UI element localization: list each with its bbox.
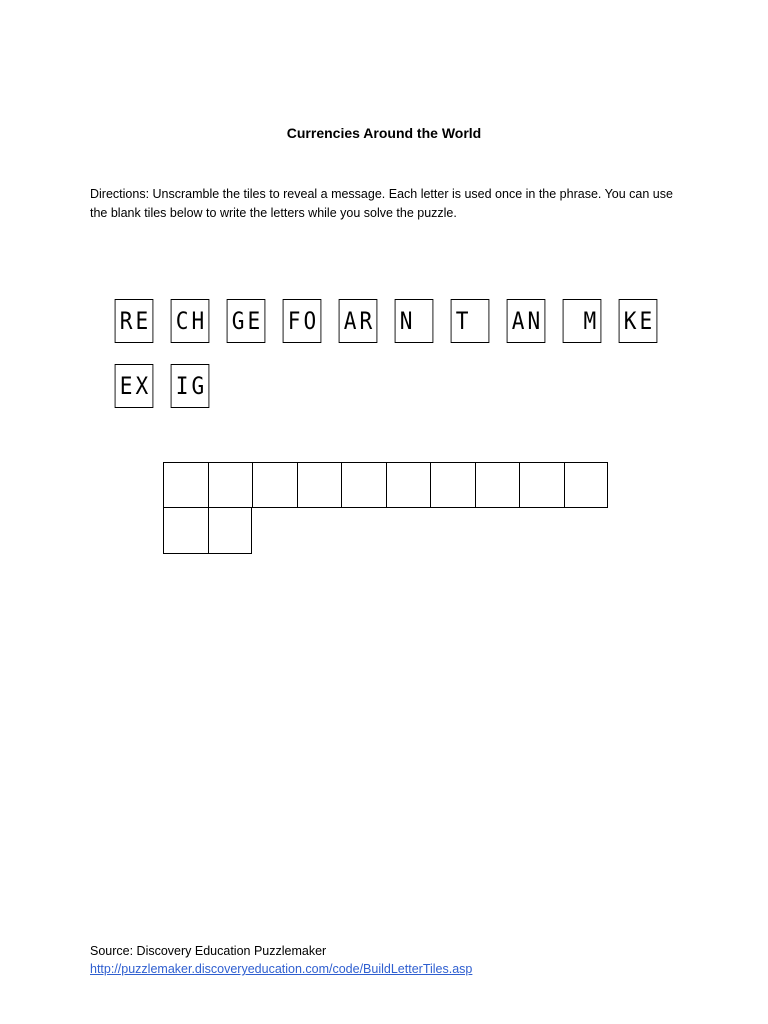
letter-tile bbox=[395, 299, 434, 343]
tile-letter bbox=[566, 307, 582, 335]
letter-tile bbox=[171, 364, 210, 408]
tile-letter bbox=[414, 307, 430, 335]
letter-tile bbox=[451, 299, 490, 343]
scrambled-tiles-row-2 bbox=[112, 364, 224, 408]
source-link[interactable]: http://puzzlemaker.discoveryeducation.com/code/BuildLetterTiles.asp bbox=[90, 962, 473, 976]
source-block bbox=[90, 942, 472, 978]
tile-letter: F bbox=[287, 307, 301, 335]
letter-tile bbox=[115, 364, 154, 408]
answer-cell[interactable] bbox=[564, 462, 609, 508]
tile-letter: E bbox=[247, 307, 261, 335]
tile-letter: M bbox=[583, 307, 597, 335]
source-label: Source: Discovery Education Puzzlemaker bbox=[90, 944, 327, 958]
tile-letter: G bbox=[231, 307, 245, 335]
answer-cell[interactable] bbox=[519, 462, 564, 508]
tile-letter: R bbox=[359, 307, 373, 335]
tile-letter: G bbox=[191, 372, 205, 400]
answer-row-2 bbox=[163, 508, 608, 554]
tile-letter: R bbox=[119, 307, 133, 335]
page-title: Currencies Around the World bbox=[286, 125, 482, 141]
scrambled-tiles-row-1 bbox=[112, 299, 672, 343]
answer-cell[interactable] bbox=[386, 462, 431, 508]
answer-row-1 bbox=[163, 462, 608, 508]
tile-letter: E bbox=[639, 307, 653, 335]
answer-cell[interactable] bbox=[252, 462, 297, 508]
answer-cell[interactable] bbox=[430, 462, 475, 508]
answer-grid bbox=[163, 462, 608, 554]
tile-letter: C bbox=[175, 307, 189, 335]
tile-letter: N bbox=[399, 307, 413, 335]
tile-letter: K bbox=[623, 307, 637, 335]
tile-letter: T bbox=[455, 307, 469, 335]
answer-cell[interactable] bbox=[297, 462, 342, 508]
tile-letter: H bbox=[191, 307, 205, 335]
answer-cell[interactable] bbox=[163, 508, 208, 554]
letter-tile bbox=[619, 299, 658, 343]
letter-tile bbox=[283, 299, 322, 343]
letter-tile bbox=[339, 299, 378, 343]
tile-letter: E bbox=[135, 307, 149, 335]
answer-cell[interactable] bbox=[163, 462, 208, 508]
letter-tile bbox=[115, 299, 154, 343]
answer-cell[interactable] bbox=[208, 462, 253, 508]
tile-letter: O bbox=[303, 307, 317, 335]
answer-cell[interactable] bbox=[475, 462, 520, 508]
tile-letter: I bbox=[175, 372, 189, 400]
tile-letter: X bbox=[135, 372, 149, 400]
letter-tile bbox=[227, 299, 266, 343]
answer-cell[interactable] bbox=[341, 462, 386, 508]
letter-tile bbox=[507, 299, 546, 343]
tile-letter: E bbox=[119, 372, 133, 400]
letter-tile bbox=[563, 299, 602, 343]
directions-text: Directions: Unscramble the tiles to reveal a message. Each letter is used once in the phrase. You can use the blank tiles below to write the letters while you solve the puzzle. bbox=[90, 187, 673, 220]
tile-letter: A bbox=[511, 307, 525, 335]
answer-cell[interactable] bbox=[208, 508, 253, 554]
letter-tile bbox=[171, 299, 210, 343]
tile-letter bbox=[470, 307, 486, 335]
tile-letter: N bbox=[527, 307, 541, 335]
tile-letter: A bbox=[343, 307, 357, 335]
